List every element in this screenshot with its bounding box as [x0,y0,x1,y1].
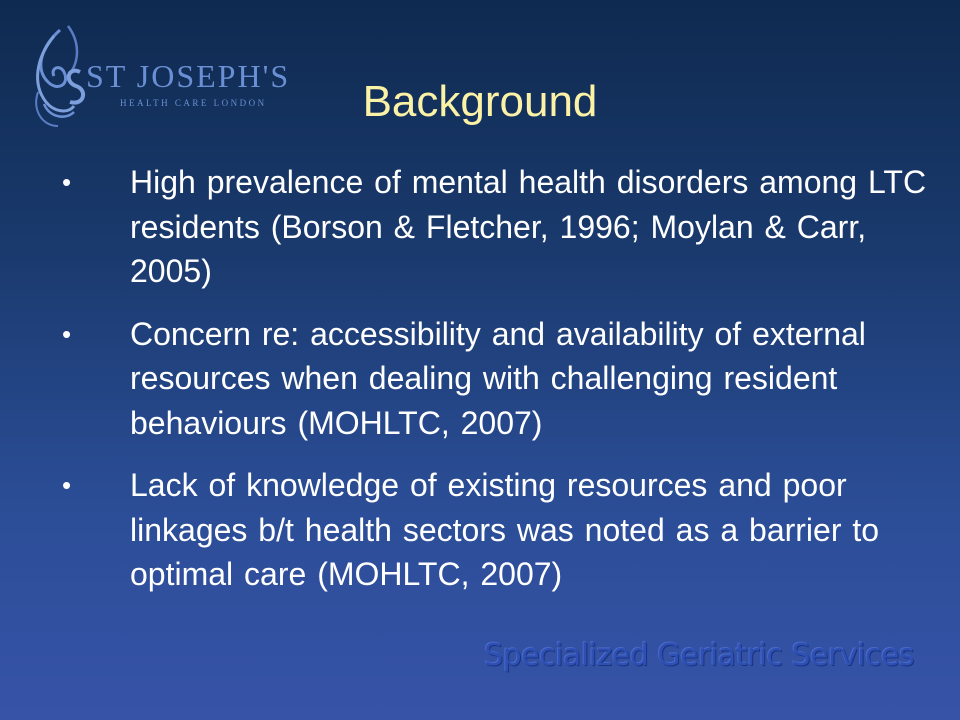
bullet-icon: • [62,167,72,197]
bullet-text: Concern re: accessibility and availability of external resources when dealing with challenging resident behaviours (MOHLTC, 2007) [130,315,866,441]
bullet-icon: • [62,470,72,500]
footer-text: Specialized Geriatric Services [484,638,914,673]
bullet-item [0,463,960,597]
logo-main-text: ST JOSEPH'S [86,58,291,94]
slide-title: Background [362,77,598,126]
bullet-item [0,160,960,294]
bullet-list [0,160,960,615]
bullet-icon: • [62,318,72,349]
bullet-item [0,312,960,446]
logo-sub-text: HEALTH CARE LONDON [120,98,267,108]
bullet-text: High prevalence of mental health disorders among LTC residents (Borson & Fletcher, 1996; Moylan & Carr, 2005) [130,164,927,289]
bullet-text: Lack of knowledge of existing resources and poor linkages b/t health sectors was noted as a barrier to optimal care (MOHLTC, 2007) [130,467,880,592]
